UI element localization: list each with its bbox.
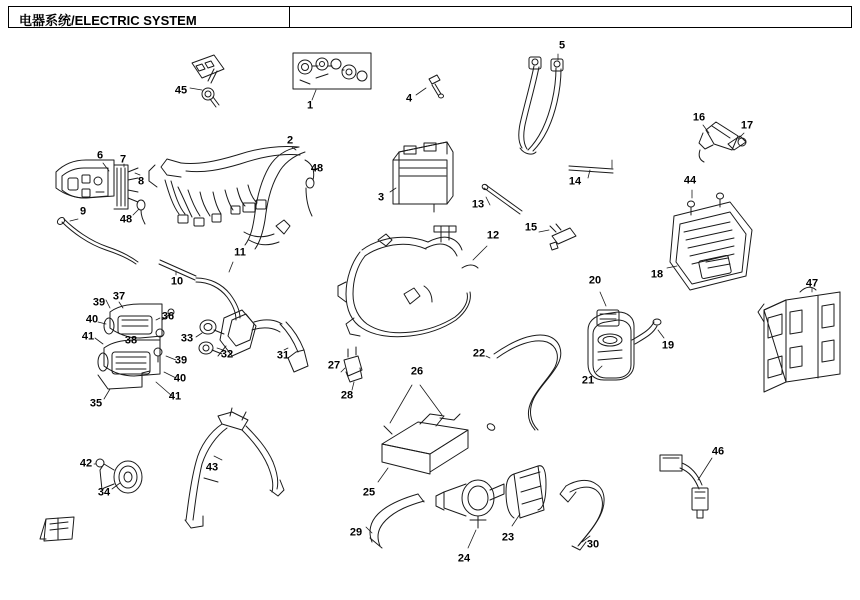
callout-number-25: 25 xyxy=(362,486,376,499)
callout-number-9: 9 xyxy=(79,205,87,218)
part-6-7-8-handlebar-switch xyxy=(56,160,138,209)
part-14-strap xyxy=(569,166,613,173)
callout-number-23: 23 xyxy=(501,531,515,544)
part-16-17-bracket xyxy=(699,122,746,162)
callout-number-41: 41 xyxy=(81,330,95,343)
callout-number-13: 13 xyxy=(471,198,485,211)
callout-number-20: 20 xyxy=(588,274,602,287)
part-1-ignition-switch xyxy=(293,53,371,89)
part-12-harness xyxy=(338,226,478,337)
callout-number-10: 10 xyxy=(170,275,184,288)
callout-number-39: 39 xyxy=(174,354,188,367)
callout-number-41: 41 xyxy=(168,390,182,403)
part-3-battery xyxy=(393,142,453,212)
callout-number-21: 21 xyxy=(581,374,595,387)
part-27-28-relays xyxy=(344,347,362,382)
callout-number-27: 27 xyxy=(327,359,341,372)
callout-number-28: 28 xyxy=(340,389,354,402)
callout-number-37: 37 xyxy=(112,290,126,303)
callout-number-33: 33 xyxy=(180,332,194,345)
callout-number-48: 48 xyxy=(119,213,133,226)
callout-number-40: 40 xyxy=(173,372,187,385)
part-4-bolt xyxy=(429,75,444,98)
callout-number-16: 16 xyxy=(692,111,706,124)
callout-number-46: 46 xyxy=(711,445,725,458)
callout-number-14: 14 xyxy=(568,175,582,188)
part-15-relay xyxy=(550,224,576,250)
callout-number-15: 15 xyxy=(524,221,538,234)
callout-number-34: 34 xyxy=(97,486,111,499)
callout-number-44: 44 xyxy=(683,174,697,187)
part-31-ignition-coil xyxy=(218,310,308,372)
callout-number-1: 1 xyxy=(306,99,314,112)
part-24-valve xyxy=(436,480,504,528)
callout-number-45: 45 xyxy=(174,84,188,97)
part-23-sleeve xyxy=(506,466,546,518)
part-48-clip-b xyxy=(137,200,145,224)
part-43-rear-harness xyxy=(185,408,284,528)
callout-number-42: 42 xyxy=(79,457,93,470)
callout-number-43: 43 xyxy=(205,461,219,474)
callout-number-3: 3 xyxy=(377,191,385,204)
flag-emblem xyxy=(40,517,74,541)
callout-number-29: 29 xyxy=(349,526,363,539)
callout-number-2: 2 xyxy=(286,134,294,147)
part-18-ecu xyxy=(670,202,752,290)
callout-number-7: 7 xyxy=(119,153,127,166)
callout-number-24: 24 xyxy=(457,552,471,565)
part-29-hose xyxy=(370,494,424,548)
part-46-sensor xyxy=(660,455,708,518)
callout-number-35: 35 xyxy=(89,397,103,410)
callout-number-4: 4 xyxy=(405,92,413,105)
callout-number-18: 18 xyxy=(650,268,664,281)
callout-number-48: 48 xyxy=(310,162,324,175)
callout-number-38: 38 xyxy=(124,334,138,347)
callout-number-19: 19 xyxy=(661,339,675,352)
part-25-26-control-unit xyxy=(382,414,468,474)
callout-number-31: 31 xyxy=(276,349,290,362)
part-5-battery-cables xyxy=(519,57,563,154)
page-title: 电器系统/ELECTRIC SYSTEM xyxy=(19,13,197,28)
callout-number-30: 30 xyxy=(586,538,600,551)
callout-number-39: 39 xyxy=(92,296,106,309)
callout-number-32: 32 xyxy=(220,348,234,361)
callout-number-47: 47 xyxy=(805,277,819,290)
callout-number-17: 17 xyxy=(740,119,754,132)
callout-number-11: 11 xyxy=(234,246,246,259)
part-2-main-harness xyxy=(149,146,305,249)
part-22-wire xyxy=(486,335,561,432)
callout-number-22: 22 xyxy=(472,347,486,360)
callout-number-36: 36 xyxy=(161,310,175,323)
part-45-connector xyxy=(192,55,224,107)
callout-number-6: 6 xyxy=(96,149,104,162)
callout-number-26: 26 xyxy=(410,365,424,378)
callout-number-8: 8 xyxy=(137,175,145,188)
callout-number-12: 12 xyxy=(486,229,500,242)
callout-number-5: 5 xyxy=(558,39,566,52)
part-47-battery-box xyxy=(758,287,840,392)
callout-number-40: 40 xyxy=(85,313,99,326)
